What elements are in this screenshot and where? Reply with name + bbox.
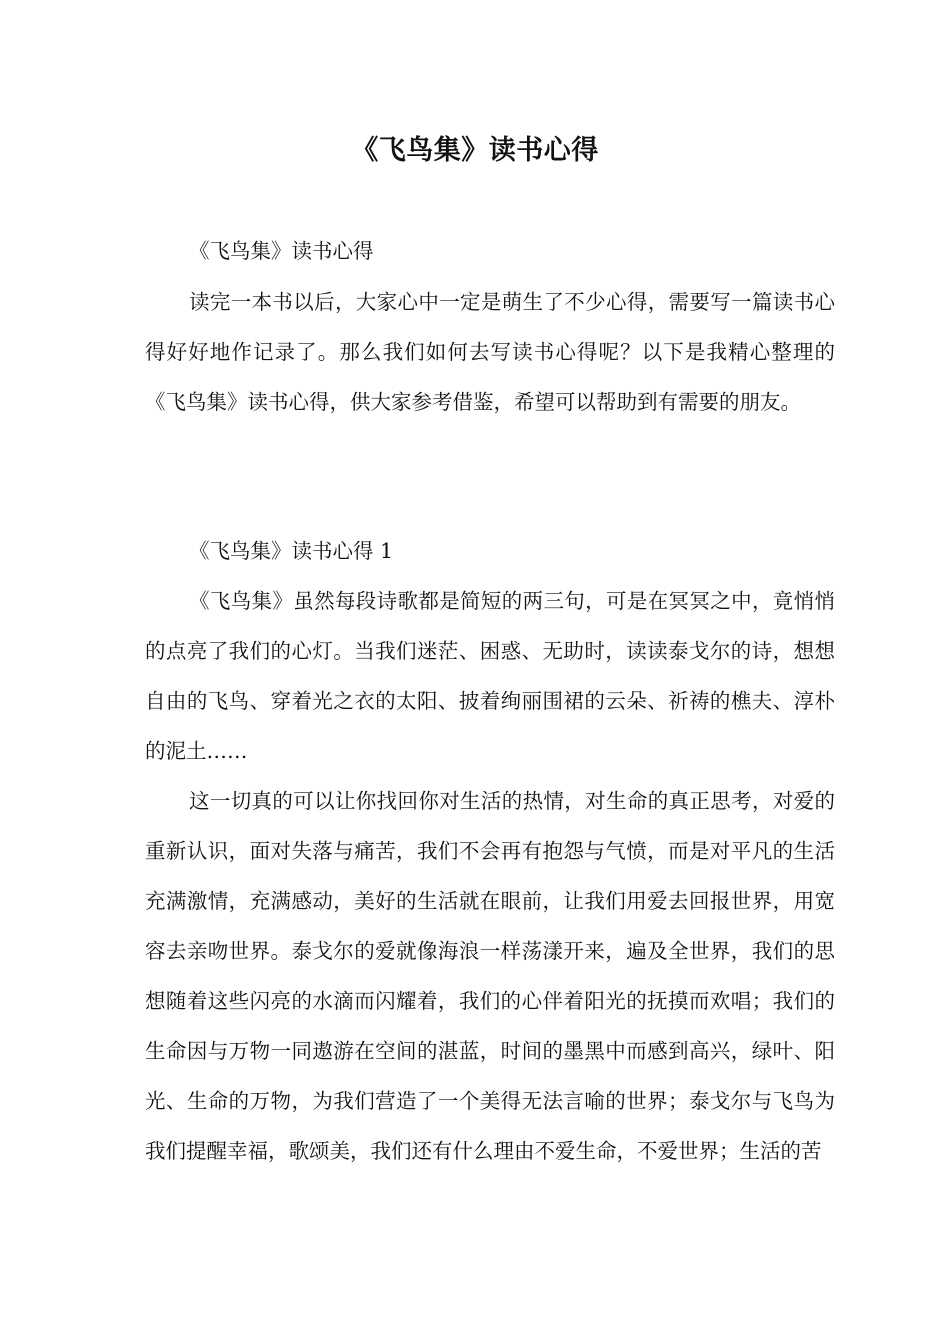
document-subtitle: 《飞鸟集》读书心得: [189, 239, 374, 263]
document-title: 《飞鸟集》读书心得: [351, 135, 599, 166]
section-heading: 《飞鸟集》读书心得 1: [189, 539, 394, 563]
body-paragraph-1: 《飞鸟集》虽然每段诗歌都是简短的两三句，可是在冥冥之中，竟悄悄的点亮了我们的心灯。当我们迷茫、困惑、无助时，读读泰戈尔的诗，想想自由的飞鸟、穿着光之衣的太阳、披着绚丽围裙的云朵、祈祷的樵夫、淳朴的泥土……: [145, 589, 835, 763]
body-paragraph-2: 这一切真的可以让你找回你对生活的热情，对生命的真正思考，对爱的重新认识，面对失落与痛苦，我们不会再有抱怨与气愤，而是对平凡的生活充满激情，充满感动，美好的生活就在眼前，让我们用爱去回报世界，用宽容去亲吻世界。泰戈尔的爱就像海浪一样荡漾开来，遍及全世界，我们的思想随着这些闪亮的水滴而闪耀着，我们的心伴着阳光的抚摸而欢唱；我们的生命因与万物一同遨游在空间的湛蓝，时间的墨黑中而感到高兴，绿叶、阳光、生命的万物，为我们营造了一个美得无法言喻的世界；泰戈尔与飞鸟为我们提醒幸福，歌颂美，我们还有什么理由不爱生命，不爱世界；生活的苦: [145, 789, 835, 1163]
intro-paragraph: 读完一本书以后，大家心中一定是萌生了不少心得，需要写一篇读书心得好好地作记录了。那么我们如何去写读书心得呢？以下是我精心整理的《飞鸟集》读书心得，供大家参考借鉴，希望可以帮助到有需要的朋友。: [145, 290, 835, 414]
